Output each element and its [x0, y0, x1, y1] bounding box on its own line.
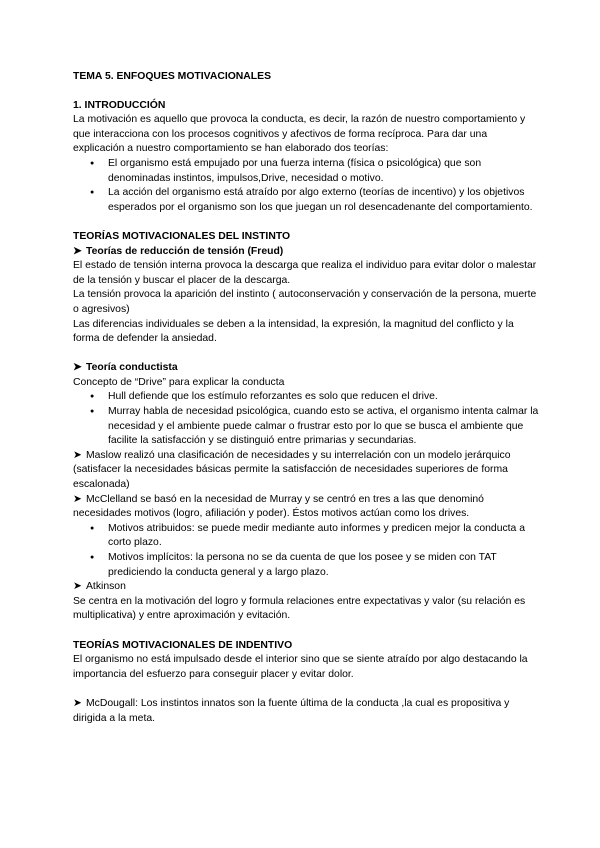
document-title: TEMA 5. ENFOQUES MOTIVACIONALES — [73, 71, 272, 82]
mcclelland-list — [73, 522, 540, 580]
list-item: ● Motivos atribuidos: se puede medir mediante auto informes y predicen mejor la conducta a corto plazo. — [73, 522, 540, 551]
conductista-list — [73, 390, 540, 448]
arrow-icon: ➤ — [73, 245, 82, 257]
tension-subheading: ➤ Teorías de reducción de tensión (Freud) — [73, 245, 540, 260]
incentivo-heading: TEORÍAS MOTIVACIONALES DE INDENTIVO — [73, 639, 293, 651]
tension-paragraph: La tensión provoca la aparición del instinto ( autoconservación y conservación de la persona, muerte o agresivos) — [73, 289, 537, 315]
tension-paragraph: Las diferencias individuales se deben a la intensidad, la expresión, la magnitud del conflicto y la forma de defender la ansiedad. — [73, 318, 514, 345]
mcdougall-paragraph: ➤ McDougall: Los instintos innatos son la fuente última de la conducta ,la cual es propositiva y dirigida a la meta. — [73, 697, 510, 724]
intro-heading: 1. INTRODUCCIÓN — [73, 99, 166, 111]
list-item: ● Murray habla de necesidad psicológica, cuando esto se activa, el organismo intenta calmar la necesidad y el ambiente puede calmar o frustrar esto por lo que se busca el ambiente que facilite la satisfacción y se distinguió entre primarias y secundarias. — [73, 405, 540, 449]
arrow-icon: ➤ — [73, 493, 82, 505]
instinto-heading: TEORÍAS MOTIVACIONALES DEL INSTINTO — [73, 230, 291, 242]
list-item: ● Hull defiende que los estímulo reforzantes es solo que reducen el drive. — [73, 390, 540, 405]
arrow-icon: ➤ — [73, 581, 82, 593]
conductista-subheading: ➤ Teoría conductista — [73, 361, 540, 376]
arrow-icon: ➤ — [73, 362, 82, 374]
mcclelland-paragraph: ➤ McClelland se basó en la necesidad de Murray y se centró en tres a las que denominó necesidades motivos (logro, afiliación y poder). Éstos motivos actúan como los drives. — [73, 493, 484, 520]
list-item: ● Motivos implícitos: la persona no se da cuenta de que los posee y se miden con TAT prediciendo la conducta general y a largo plazo. — [73, 551, 540, 580]
atkinson-paragraph: Se centra en la motivación del logro y formula relaciones entre expectativas y valor (su relación es multiplicativa) y entre aproximación y evitación. — [73, 595, 526, 622]
intro-paragraph: La motivación es aquello que provoca la conducta, es decir, la razón de nuestro comportamiento y que interacciona con los procesos cognitivos y afectivos de forma recíproca. Para dar una explicación a nuestro comportamiento se han elaborado dos teorías: — [73, 114, 526, 155]
conductista-intro: Concepto de “Drive” para explicar la conducta — [73, 376, 285, 388]
list-item: ● El organismo está empujado por una fuerza interna (física o psicológica) que son denominadas instintos, impulsos,Drive, necesidad o motivo. — [73, 157, 540, 186]
maslow-paragraph: ➤ Maslow realizó una clasificación de necesidades y su interrelación con un modelo jerárquico (satisfacer la necesidades básicas permite la satisfacción de necesidades superiores de forma escalonada) — [73, 449, 511, 491]
intro-list — [73, 157, 540, 215]
tension-paragraph: El estado de tensión interna provoca la descarga que realiza el individuo para evitar dolor o malestar de la tensión y buscar el placer de la descarga. — [73, 260, 537, 286]
arrow-icon: ➤ — [73, 449, 82, 461]
incentivo-paragraph: El organismo no está impulsado desde el interior sino que se siente atraído por algo destacando la importancia del esfuerzo para conseguir placer y evitar dolor. — [73, 654, 528, 680]
atkinson-label: ➤ Atkinson — [73, 580, 540, 595]
list-item: ● La acción del organismo está atraído por algo externo (teorías de incentivo) y los objetivos esperados por el organismo son los que juegan un rol desencadenante del comportamiento. — [73, 186, 540, 215]
arrow-icon: ➤ — [73, 697, 82, 709]
